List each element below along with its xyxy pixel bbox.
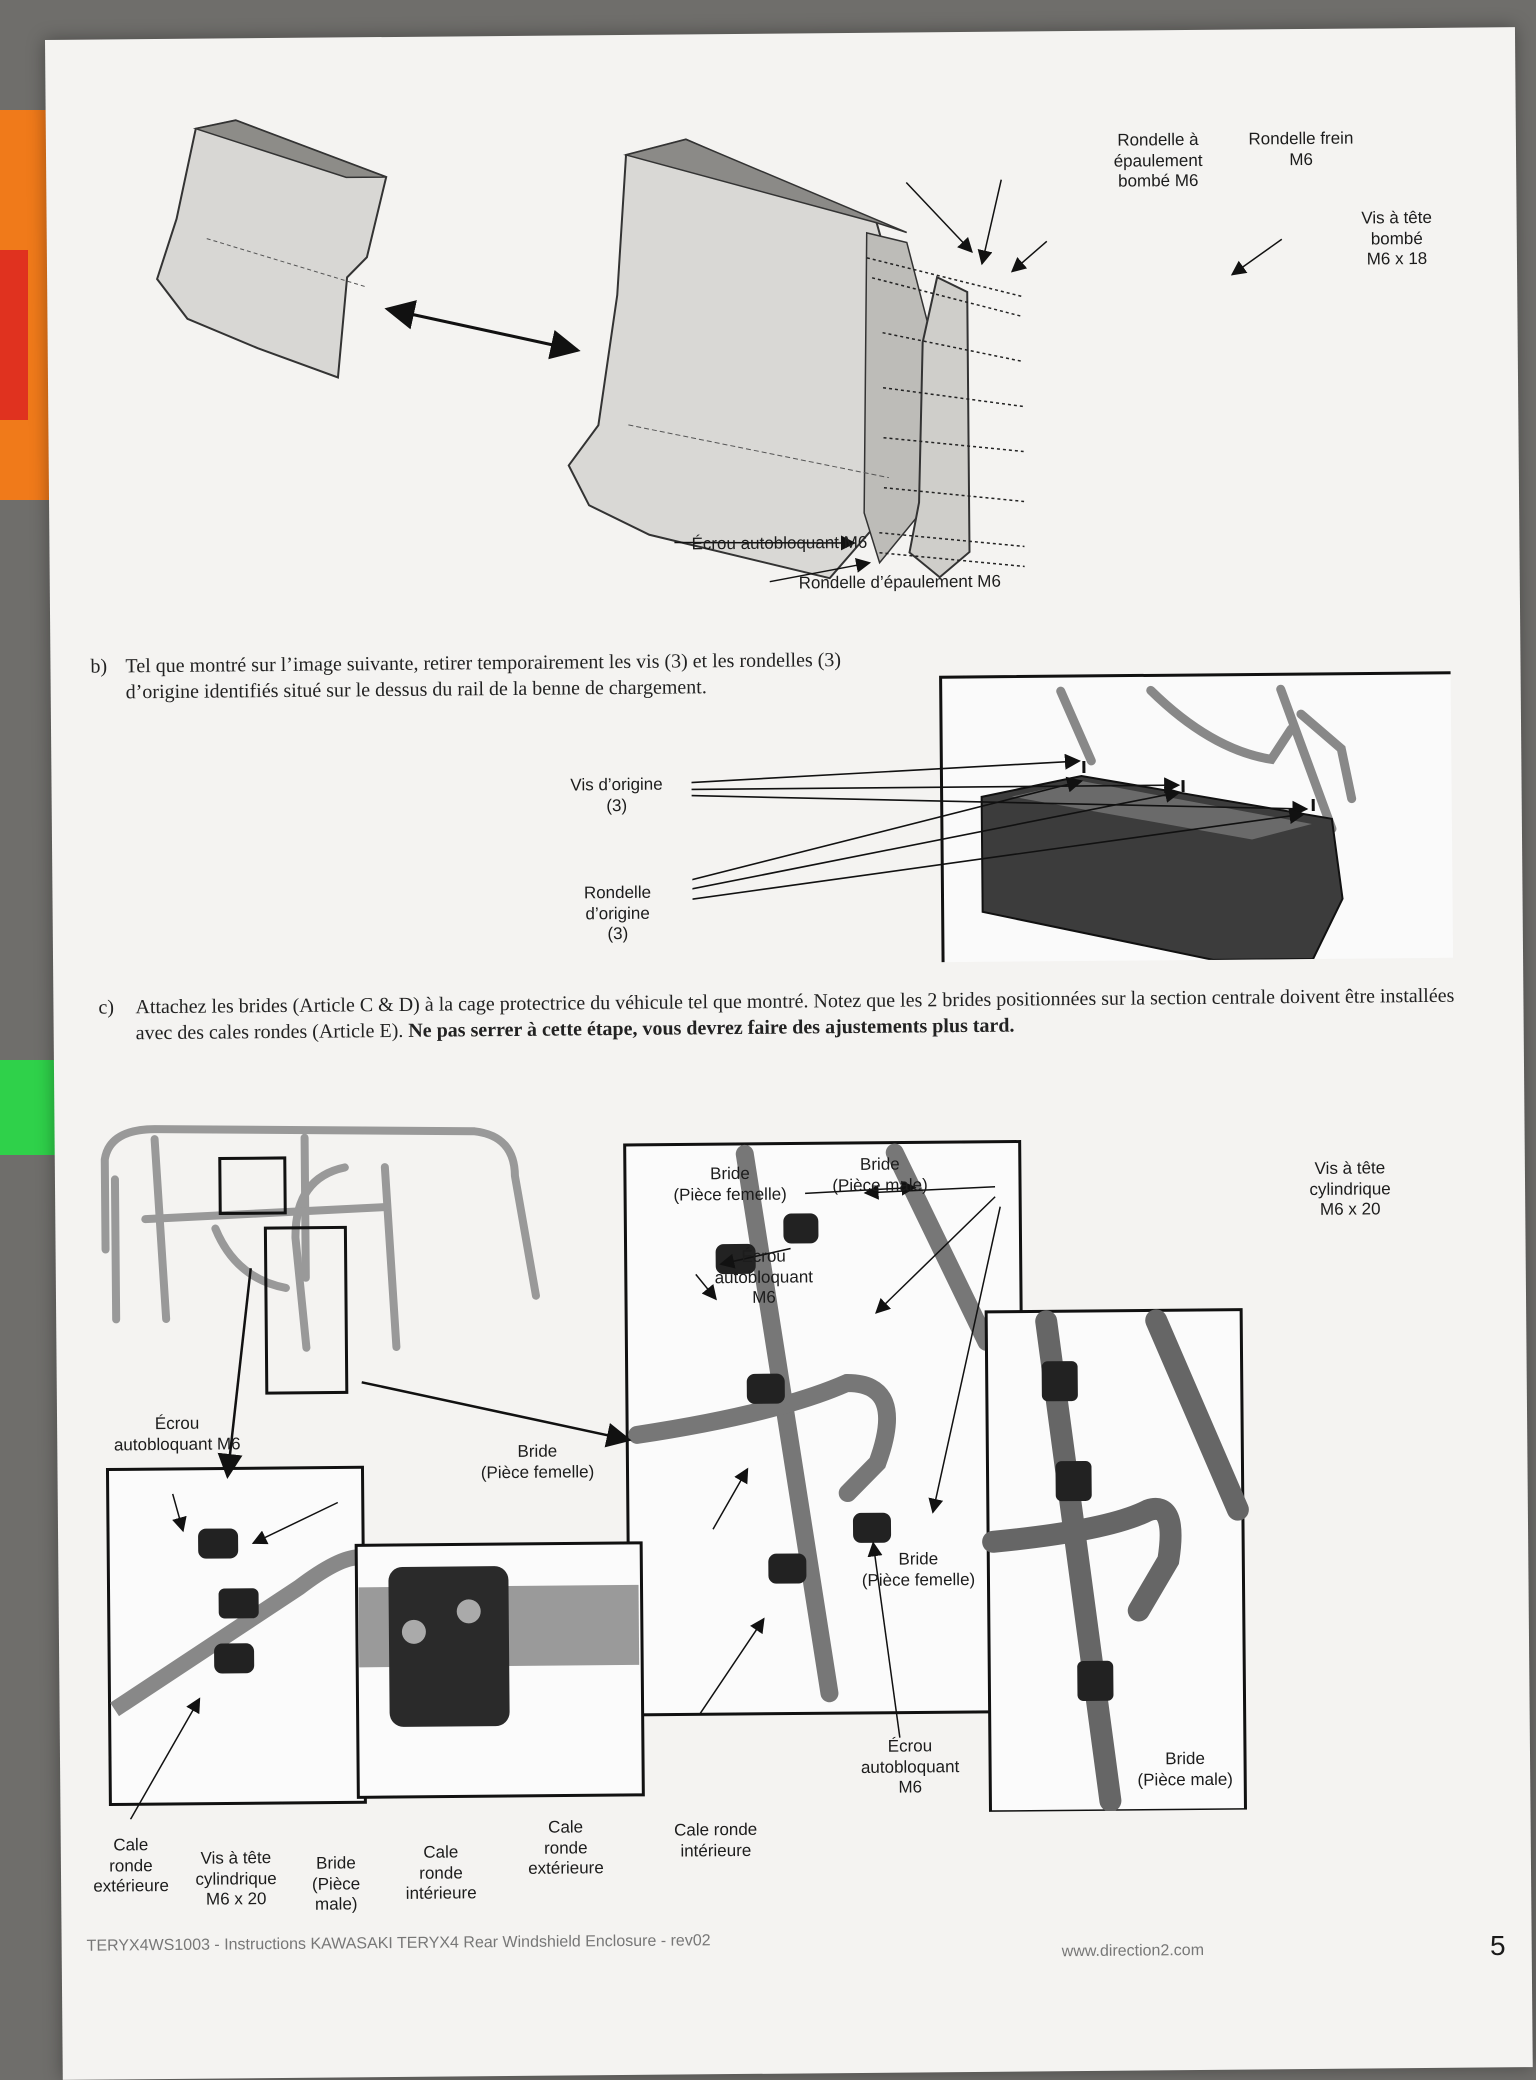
- windshield-large-view: [566, 137, 970, 580]
- label-bride-femelle-top: Bride (Pièce femelle): [673, 1163, 787, 1205]
- step-c-text-bold: Ne pas serrer à cette étape, vous devrez faire des ajustements plus tard.: [408, 1014, 1015, 1042]
- label-bride-male-left: Bride (Pièce male): [311, 1853, 361, 1915]
- page-number: 5: [1490, 1930, 1506, 1961]
- roll-cage-overview: [105, 1126, 537, 1350]
- label-bride-femelle-left: Bride (Pièce femelle): [480, 1441, 595, 1482]
- label-screw-cyl-top: Vis à tête cylindrique M6 x 20: [1309, 1158, 1391, 1220]
- label-bride-femelle-mid: Bride (Pièce femelle): [861, 1549, 976, 1590]
- label-original-washers: Rondelle d’origine (3): [583, 882, 652, 944]
- label-lock-nut: Écrou autobloquant M6: [691, 532, 868, 554]
- binder-tab-red: [0, 250, 28, 420]
- windshield-small-view: [156, 119, 388, 379]
- inset-cage-clamped: [986, 1310, 1245, 1812]
- label-shoulder-domed-washer: Rondelle à épaulement bombé M6: [1113, 129, 1203, 192]
- step-c-marker: c): [98, 996, 115, 1019]
- footer-website: www.direction2.com: [1061, 1941, 1205, 1961]
- label-shim-inner-left: Cale ronde intérieure: [405, 1842, 477, 1904]
- cargo-bed-diagram: [690, 628, 1453, 965]
- label-screw-cyl-bottom: Vis à tête cylindrique M6 x 20: [195, 1848, 277, 1910]
- step-c-text: [135, 982, 1485, 1046]
- instruction-page: [45, 27, 1533, 2080]
- label-original-screws: Vis d’origine (3): [570, 774, 663, 815]
- label-domed-screw: Vis à tête bombé M6 x 18: [1361, 207, 1432, 269]
- label-nut-top: Écrou autobloquant M6: [714, 1246, 814, 1308]
- label-shoulder-washer: Rondelle d’épaulement M6: [798, 571, 1001, 593]
- step-b-text: Tel que montré sur l’image suivante, retirer temporairement les vis (3) et les rondelles (3) d’origine identifiés situé sur le dessus du rail de la benne de chargement.: [125, 649, 842, 704]
- label-shim-inner-center: Cale ronde intérieure: [673, 1819, 758, 1861]
- label-nut-left: Écrou autobloquant M6: [113, 1413, 241, 1455]
- step-b-marker: b): [90, 655, 108, 678]
- label-shim-outer-center: Cale ronde extérieure: [528, 1817, 604, 1879]
- step-c-text-regular: Attachez les brides (Article C & D) à la cage protectrice du véhicule tel que montré. Notez que les 2 brides positionnées sur la section centrale doivent être installées avec des cales rondes (Article E).: [135, 984, 1455, 1045]
- label-shim-outer-left: Cale ronde extérieure: [93, 1835, 169, 1897]
- label-bride-male-top: Bride (Pièce male): [832, 1154, 928, 1195]
- label-lock-washer: Rondelle frein M6: [1248, 128, 1354, 169]
- view-arrow: [387, 307, 577, 352]
- footer-doc-ref: TERYX4WS1003 - Instructions KAWASAKI TERYX4 Rear Windshield Enclosure - rev02: [86, 1932, 711, 1955]
- label-nut-bottom: Écrou autobloquant M6: [860, 1736, 960, 1798]
- label-bride-male-bottom: Bride (Pièce male): [1137, 1748, 1234, 1790]
